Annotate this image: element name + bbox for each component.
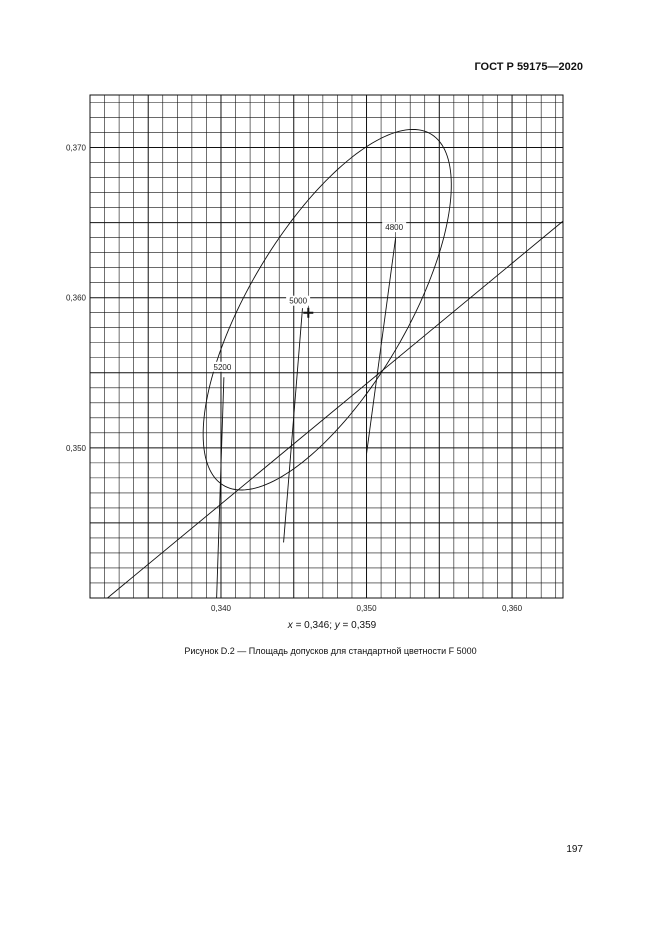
isotemperature-line-5200	[217, 377, 224, 598]
x-tick-label: 0,340	[210, 604, 232, 613]
page-number: 197	[566, 844, 583, 855]
planckian-locus-line	[107, 221, 563, 598]
cct-label-5000: 5000	[289, 296, 308, 306]
x-tick-label: 0,350	[356, 604, 377, 613]
target-coordinates	[232, 620, 432, 631]
document-header: ГОСТ Р 59175—2020	[474, 61, 583, 73]
grid	[90, 95, 563, 598]
y-tick-label: 0,370	[65, 143, 86, 153]
tolerance-ellipse	[203, 129, 451, 490]
x-value: = 0,346;	[295, 620, 332, 631]
cct-label-5200: 5200	[213, 362, 232, 372]
y-symbol: y	[334, 620, 340, 631]
target-point-cross	[303, 308, 313, 318]
isotemperature-line-5000	[284, 308, 303, 542]
y-tick-label: 0,350	[65, 443, 86, 453]
x-symbol: x	[287, 620, 293, 631]
figure-caption: Рисунок D.2 — Площадь допусков для стандартной цветности F 5000	[184, 646, 477, 656]
y-value: = 0,359	[342, 620, 377, 631]
cct-label-4800: 4800	[385, 223, 404, 233]
y-tick-label: 0,360	[65, 293, 86, 303]
plot-area	[107, 129, 563, 598]
x-tick-label: 0,360	[502, 604, 523, 613]
